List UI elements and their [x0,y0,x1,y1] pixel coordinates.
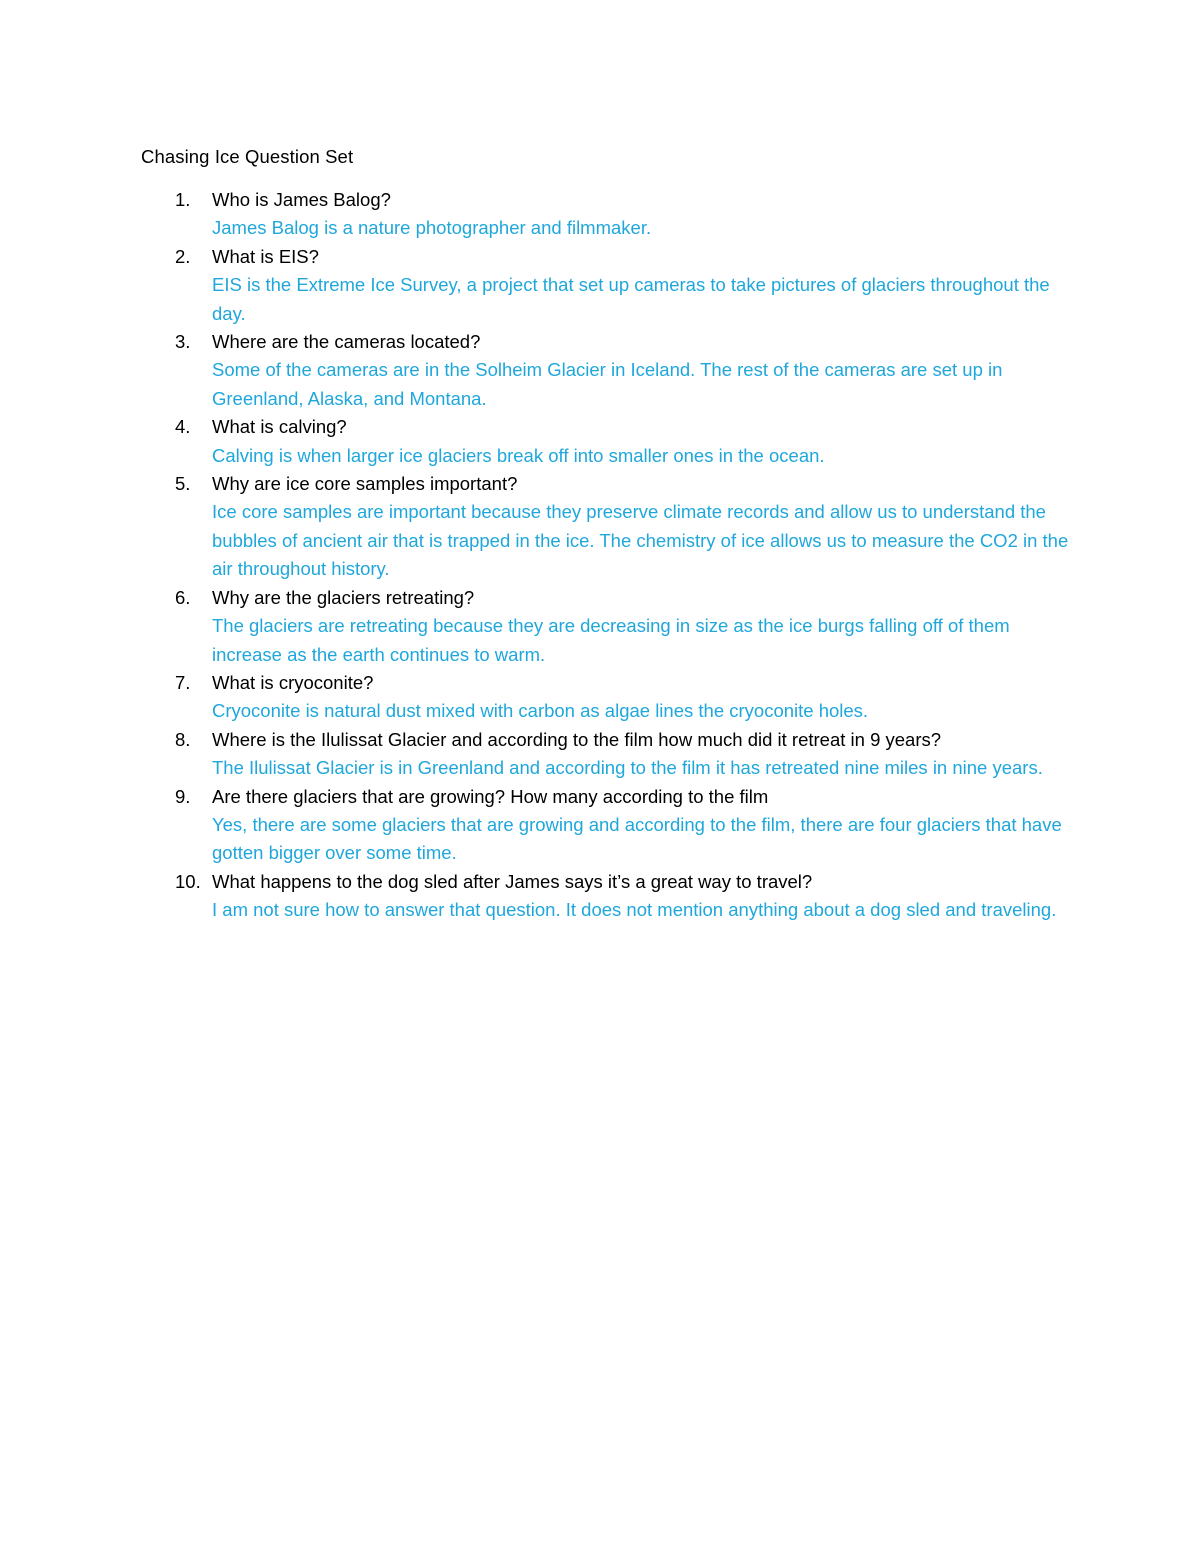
list-item [141,328,1071,413]
question-list [141,186,1071,925]
question-text: What is cryoconite? [212,671,374,693]
question-text: Where is the Ilulissat Glacier and according to the film how much did it retreat in 9 years? [212,728,942,750]
question-text: Where are the cameras located? [212,331,481,353]
question-text: Why are ice core samples important? [212,473,518,495]
item-number: 1. [175,189,191,210]
answer-text: James Balog is a nature photographer and filmmaker. [212,217,652,239]
item-number: 2. [175,245,191,267]
question-text: What is calving? [212,416,347,438]
list-item [141,413,1071,470]
list-item [141,726,1071,783]
document-title: Chasing Ice Question Set [141,146,354,167]
question-text: Who is James Balog? [212,189,391,210]
item-number: 4. [175,416,191,438]
list-item [141,783,1071,868]
list-item [141,470,1071,584]
question-text: What is EIS? [212,245,319,267]
item-number: 8. [175,728,191,750]
question-text: Are there glaciers that are growing? How many according to the film [212,785,769,807]
answer-text: The Ilulissat Glacier is in Greenland and according to the film it has retreated nine miles in nine years. [212,757,1043,779]
answer-text: I am not sure how to answer that question. It does not mention anything about a dog sled and traveling. [212,899,1057,921]
item-number: 3. [175,331,191,353]
item-number: 10. [175,870,201,892]
list-item [141,186,1071,243]
answer-text: Yes, there are some glaciers that are growing and according to the film, there are four glaciers that have gotten bigger over some time. [212,813,1062,864]
answer-text: Ice core samples are important because they preserve climate records and allow us to understand the bubbles of ancient air that is trapped in the ice. The chemistry of ice allows us to measure the CO2 in the air throughout history. [212,501,1069,580]
answer-text: Calving is when larger ice glaciers break off into smaller ones in the ocean. [212,444,825,466]
list-item [141,868,1071,925]
question-text: Why are the glaciers retreating? [212,586,475,608]
answer-text: Some of the cameras are in the Solheim Glacier in Iceland. The rest of the cameras are set up in Greenland, Alaska, and Montana. [212,359,1003,409]
item-number: 7. [175,671,191,693]
item-number: 5. [175,473,191,495]
answer-text: Cryoconite is natural dust mixed with carbon as algae lines the cryoconite holes. [212,700,869,722]
item-number: 9. [175,785,191,807]
list-item [141,584,1071,669]
answer-text: The glaciers are retreating because they are decreasing in size as the ice burgs falling off of them increase as the earth continues to warm. [212,615,1010,665]
answer-text: EIS is the Extreme Ice Survey, a project that set up cameras to take pictures of glaciers throughout the day. [212,274,1050,324]
question-text: What happens to the dog sled after James says it’s a great way to travel? [212,870,813,892]
list-item [141,243,1071,328]
list-item [141,669,1071,726]
item-number: 6. [175,586,191,608]
